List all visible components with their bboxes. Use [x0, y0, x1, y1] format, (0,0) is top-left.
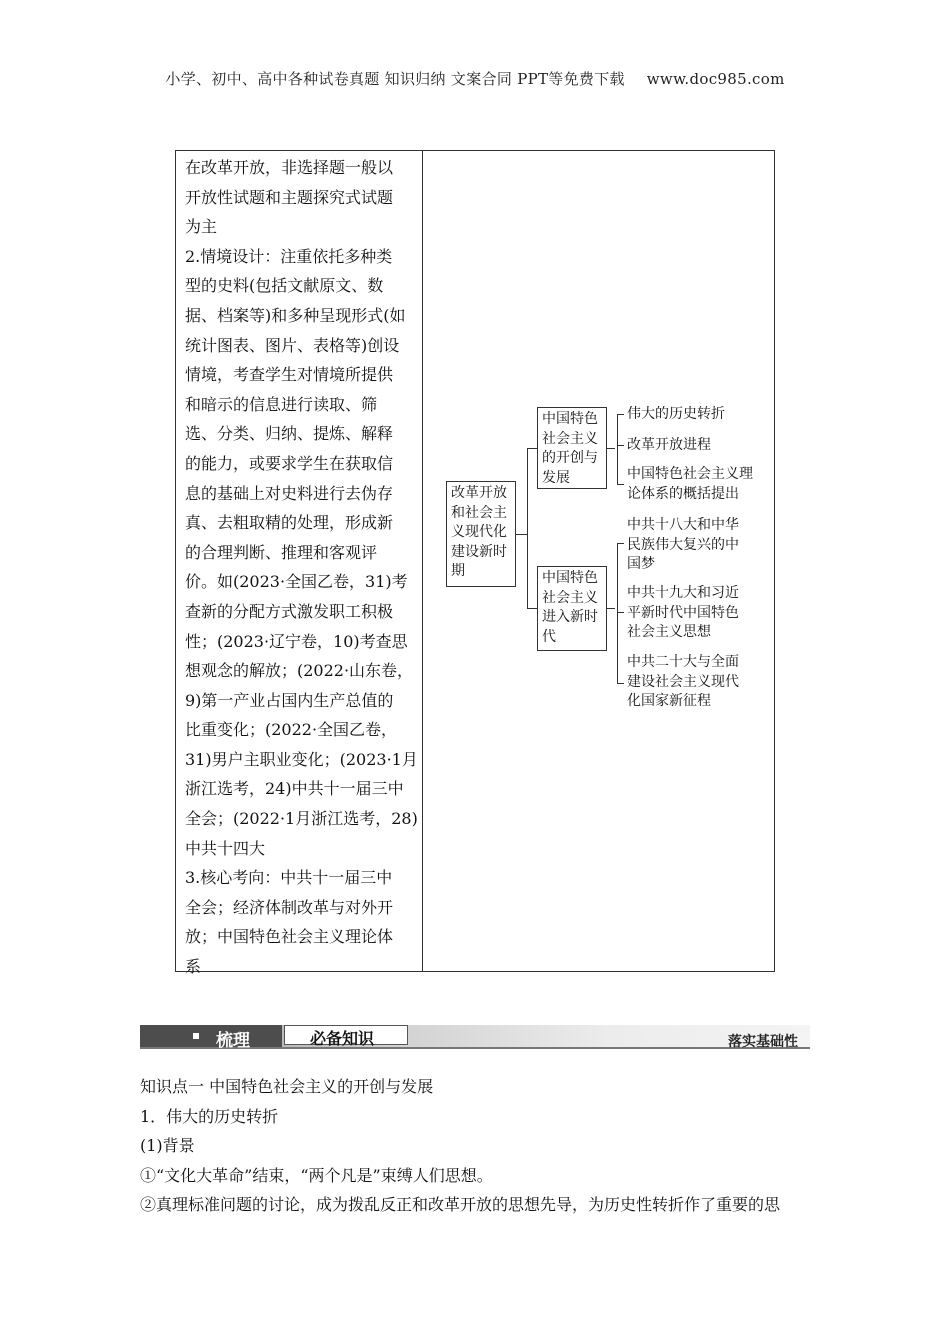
- table-left-line: 性；(2023·辽宁卷，10)考查思: [185, 631, 408, 651]
- table-left-line: 的能力，或要求学生在获取信: [185, 453, 394, 473]
- connector: [617, 484, 624, 485]
- table-left-line: 31)男户主职业变化；(2023·1月: [185, 749, 418, 769]
- body-line: ②真理标准问题的讨论，成为拨乱反正和改革开放的思想先导，为历史性转折作了重要的思: [140, 1195, 781, 1214]
- table-left-line: 全会；(2022·1月浙江选考，28): [185, 809, 418, 829]
- section-band: [140, 1025, 810, 1049]
- table-left-line: 2.情境设计：注重依托多种类: [185, 246, 393, 266]
- diagram-line: 义现代化: [451, 524, 507, 540]
- table-left-line: 查新的分配方式激发职工积极: [185, 601, 394, 621]
- body-line: 1．伟大的历史转折: [140, 1106, 279, 1126]
- table-left-line: 3.核心考向：中共十一届三中: [185, 868, 393, 888]
- diagram-line: 改革开放: [451, 485, 507, 501]
- diagram-line: 发展: [542, 469, 570, 486]
- band-label-foundation: 落实基础性: [728, 1034, 798, 1050]
- diagram-line: 代: [542, 628, 556, 645]
- diagram-line: 和社会主: [451, 504, 507, 521]
- body-text: [140, 1072, 820, 1220]
- connector: [617, 445, 624, 446]
- diagram-branch-2: [537, 566, 607, 651]
- diagram-leaf-3: [627, 465, 753, 504]
- diagram-line: 建设新时: [451, 543, 507, 560]
- body-line: 知识点一 中国特色社会主义的开创与发展: [140, 1077, 434, 1096]
- table-left-line: 想观念的解放；(2022·山东卷，: [185, 661, 414, 681]
- diagram-line: 中国特色社会主义理: [627, 466, 753, 482]
- connector: [617, 612, 624, 613]
- connector: [607, 608, 615, 609]
- body-line: (1)背景: [140, 1136, 195, 1155]
- diagram-leaf-1: [627, 405, 725, 425]
- table-left-cell: [185, 153, 419, 982]
- table-left-line: 选、分类、归纳、提炼、解释: [185, 424, 394, 444]
- body-line: ①“文化大革命”结束，“两个凡是”束缚人们思想。: [140, 1165, 493, 1185]
- square-bullet-icon: [193, 1033, 199, 1039]
- table-left-line: 放；中国特色社会主义理论体: [185, 927, 394, 947]
- table-left-line: 和暗示的信息进行读取、筛: [185, 394, 378, 414]
- table-left-line: 在改革开放，非选择题一般以: [185, 158, 394, 177]
- table-left-line: 型的史料(包括文献原文、数: [185, 276, 384, 296]
- band-label-review: 梳理: [216, 1031, 250, 1051]
- table-left-line: 系: [185, 957, 202, 977]
- overview-table: [175, 150, 775, 977]
- diagram-line: 民族伟大复兴的中: [627, 536, 739, 553]
- table-left-line: 息的基础上对史料进行去伪存: [185, 483, 394, 503]
- diagram-line: 中国特色: [542, 570, 598, 586]
- connector: [617, 543, 618, 683]
- diagram-branch-1: [537, 407, 607, 489]
- diagram-leaf-6: [627, 653, 739, 712]
- table-left-line: 9)第一产业占国内生产总值的: [185, 690, 394, 710]
- diagram-line: 中国特色: [542, 411, 598, 427]
- diagram-line: 化国家新征程: [627, 693, 711, 709]
- diagram-line: 中共十九大和习近: [627, 585, 739, 601]
- diagram-leaf-5: [627, 584, 739, 643]
- header-text: 小学、初中、高中各种试卷真题 知识归纳 文案合同 PPT等免费下载: [165, 70, 625, 88]
- table-left-line: 价。如(2023·全国乙卷，31)考: [185, 572, 408, 592]
- table-left-line: 为主: [185, 217, 218, 237]
- connector: [617, 414, 618, 484]
- table-left-line: 浙江选考，24)中共十一届三中: [185, 779, 404, 799]
- table-left-line: 真、去粗取精的处理，形成新: [185, 513, 394, 533]
- header-url[interactable]: www.doc985.com: [646, 70, 785, 88]
- table-left-line: 情境，考查学生对情境所提供: [185, 365, 394, 385]
- connector: [607, 448, 615, 449]
- diagram-line: 中共二十大与全面: [627, 654, 739, 670]
- table-left-line: 比重变化；(2022·全国乙卷，: [185, 720, 398, 740]
- diagram-line: 社会主义思想: [627, 624, 711, 640]
- connector: [527, 608, 537, 609]
- diagram-leaf-2: [627, 436, 711, 456]
- table-left-line: 中共十四大: [185, 838, 266, 858]
- connector: [617, 543, 624, 544]
- connector: [527, 448, 528, 608]
- diagram-line: 的开创与: [542, 450, 598, 466]
- band-dark-tab: [140, 1025, 282, 1047]
- diagram-line: 国梦: [627, 556, 655, 572]
- page-header: [0, 68, 950, 89]
- diagram-line: 伟大的历史转折: [627, 406, 725, 422]
- diagram-line: 期: [451, 563, 465, 579]
- connector: [617, 414, 624, 415]
- connector: [527, 448, 537, 449]
- connector: [617, 683, 624, 684]
- diagram-line: 改革开放进程: [627, 437, 711, 453]
- diagram-line: 社会主义: [542, 589, 598, 606]
- table-left-line: 据、档案等)和多种呈现形式(如: [185, 305, 406, 325]
- diagram-line: 平新时代中国特色: [627, 604, 739, 621]
- diagram-line: 中共十八大和中华: [627, 517, 739, 533]
- table-divider: [422, 151, 423, 971]
- diagram-line: 论体系的概括提出: [627, 485, 739, 502]
- connector: [516, 534, 527, 535]
- table-left-line: 全会；经济体制改革与对外开: [185, 897, 394, 917]
- band-label-essential: 必备知识: [310, 1029, 375, 1048]
- diagram-line: 建设社会主义现代: [627, 673, 739, 690]
- table-left-line: 开放性试题和主题探究式试题: [185, 187, 394, 207]
- diagram-leaf-4: [627, 516, 739, 575]
- diagram-line: 进入新时: [542, 609, 598, 625]
- diagram-line: 社会主义: [542, 430, 598, 447]
- diagram-root: [446, 481, 516, 587]
- table-left-line: 统计图表、图片、表格等)创设: [185, 335, 400, 355]
- table-left-line: 的合理判断、推理和客观评: [185, 542, 378, 562]
